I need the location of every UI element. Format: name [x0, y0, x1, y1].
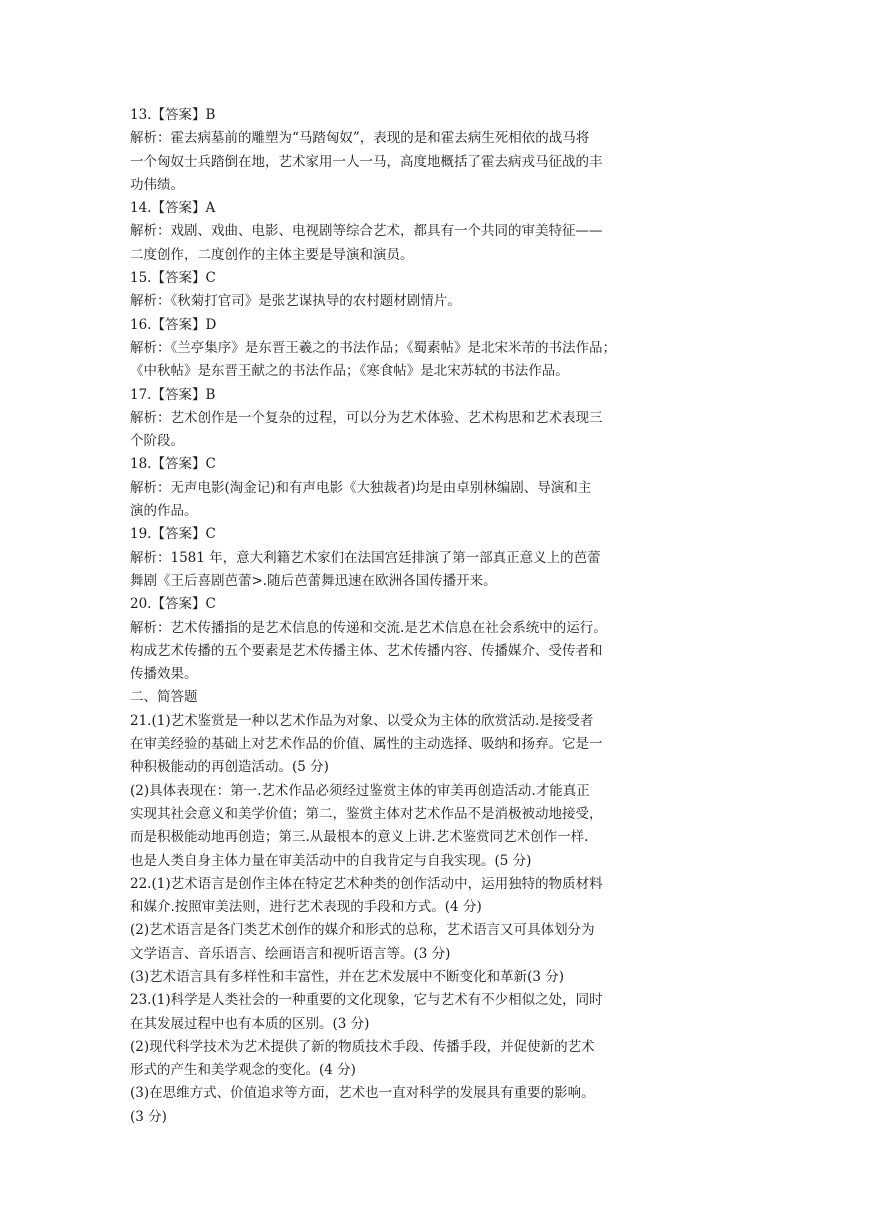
answer-text: 文学语言、音乐语言、绘画语言和视听语言等。(3 分): [130, 945, 451, 962]
answer-text: 21.(1)艺术鉴赏是一种以艺术作品为对象、以受众为主体的欣赏活动.是接受者: [130, 712, 594, 729]
answer-text: (2)艺术语言是各门类艺术创作的媒介和形式的总称，艺术语言又可具体划分为: [130, 922, 595, 939]
analysis-text: 解析：无声电影(淘金记)和有声电影《大独裁者)均是由卓别林编剧、导演和主: [130, 479, 592, 496]
analysis-text: 个阶段。: [130, 433, 184, 450]
analysis-text: 演的作品。: [130, 503, 198, 520]
answer-heading: 19.【答案】C: [130, 526, 216, 543]
answer-text: 而是积极能动地再创造；第三.从最根本的意义上讲.艺术鉴赏同艺术创作一样.: [130, 829, 589, 846]
answer-text: 也是人类自身主体力量在审美活动中的自我肯定与自我实现。(5 分): [130, 852, 532, 869]
analysis-text: 一个匈奴士兵踏倒在地，艺术家用一人一马，高度地概括了霍去病戎马征战的丰: [130, 153, 603, 170]
analysis-text: 二度创作，二度创作的主体主要是导演和演员。: [130, 246, 414, 263]
analysis-text: 构成艺术传播的五个要素是艺术传播主体、艺术传播内容、传播媒介、受传者和: [130, 642, 603, 659]
answer-heading: 17.【答案】B: [130, 386, 216, 403]
analysis-text: 解析：戏剧、戏曲、电影、电视剧等综合艺术，都具有一个共同的审美特征——: [130, 223, 603, 240]
analysis-text: 解析：艺术传播指的是艺术信息的传递和交流.是艺术信息在社会系统中的运行。: [130, 619, 607, 636]
analysis-text: 传播效果。: [130, 666, 198, 683]
analysis-text: 解析：艺术创作是一个复杂的过程，可以分为艺术体验、艺术构思和艺术表现三: [130, 409, 603, 426]
answer-text: 23.(1)科学是人类社会的一种重要的文化现象，它与艺术有不少相似之处，同时: [130, 992, 603, 1009]
analysis-text: 解析：《秋菊打官司》是张艺谋执导的农村题材剧情片。: [130, 293, 461, 310]
section-heading: 二、简答题: [130, 689, 198, 706]
analysis-text: 解析：1581 年，意大利籍艺术家们在法国宫廷排演了第一部真正意义上的芭蕾: [130, 549, 601, 566]
answer-text: 在审美经验的基础上对艺术作品的价值、属性的主动选择、吸纳和扬弃。它是一: [130, 736, 603, 753]
analysis-text: 解析：霍去病墓前的雕塑为“马踏匈奴”，表现的是和霍去病生死相依的战马将: [130, 130, 590, 147]
answer-heading: 20.【答案】C: [130, 596, 216, 613]
answer-text: (2)现代科学技术为艺术提供了新的物质技术手段、传播手段，并促使新的艺术: [130, 1038, 595, 1055]
answer-heading: 18.【答案】C: [130, 456, 216, 473]
analysis-text: 《中秋帖》是东晋王献之的书法作品；《寒食帖》是北宋苏轼的书法作品。: [130, 363, 569, 380]
answer-text: 22.(1)艺术语言是创作主体在特定艺术种类的创作活动中，运用独特的物质材料: [130, 875, 603, 892]
analysis-text: 解析：《兰亭集序》是东晋王羲之的书法作品；《蜀素帖》是北宋米芾的书法作品；: [130, 339, 616, 356]
answer-text: 实现其社会意义和美学价值；第二，鉴赏主体对艺术作品不是消极被动地接受，: [130, 805, 603, 822]
answer-text: 种积极能动的再创造活动。(5 分): [130, 759, 329, 776]
analysis-text: 舞剧《王后喜剧芭蕾>.随后芭蕾舞迅速在欧洲各国传播开来。: [130, 572, 497, 589]
analysis-text: 功伟绩。: [130, 176, 184, 193]
answer-heading: 13.【答案】B: [130, 107, 216, 123]
answer-heading: 14.【答案】A: [130, 200, 216, 217]
answer-heading: 16.【答案】D: [130, 316, 217, 333]
document-body: [130, 104, 680, 1129]
answer-text: (3)艺术语言具有多样性和丰富性，并在艺术发展中不断变化和革新(3 分): [130, 968, 565, 985]
answer-text: 在其发展过程中也有本质的区别。(3 分): [130, 1015, 370, 1032]
answer-text: (3 分): [130, 1108, 167, 1125]
answer-text: 形式的产生和美学观念的变化。(4 分): [130, 1062, 356, 1079]
answer-heading: 15.【答案】C: [130, 270, 216, 287]
answer-text: 和媒介.按照审美法则，进行艺术表现的手段和方式。(4 分): [130, 899, 482, 916]
answer-text: (3)在思维方式、价值追求等方面，艺术也一直对科学的发展具有重要的影响。: [130, 1085, 595, 1102]
answer-text: (2)具体表现在：第一.艺术作品必须经过鉴赏主体的审美再创造活动.才能真正: [130, 782, 590, 799]
